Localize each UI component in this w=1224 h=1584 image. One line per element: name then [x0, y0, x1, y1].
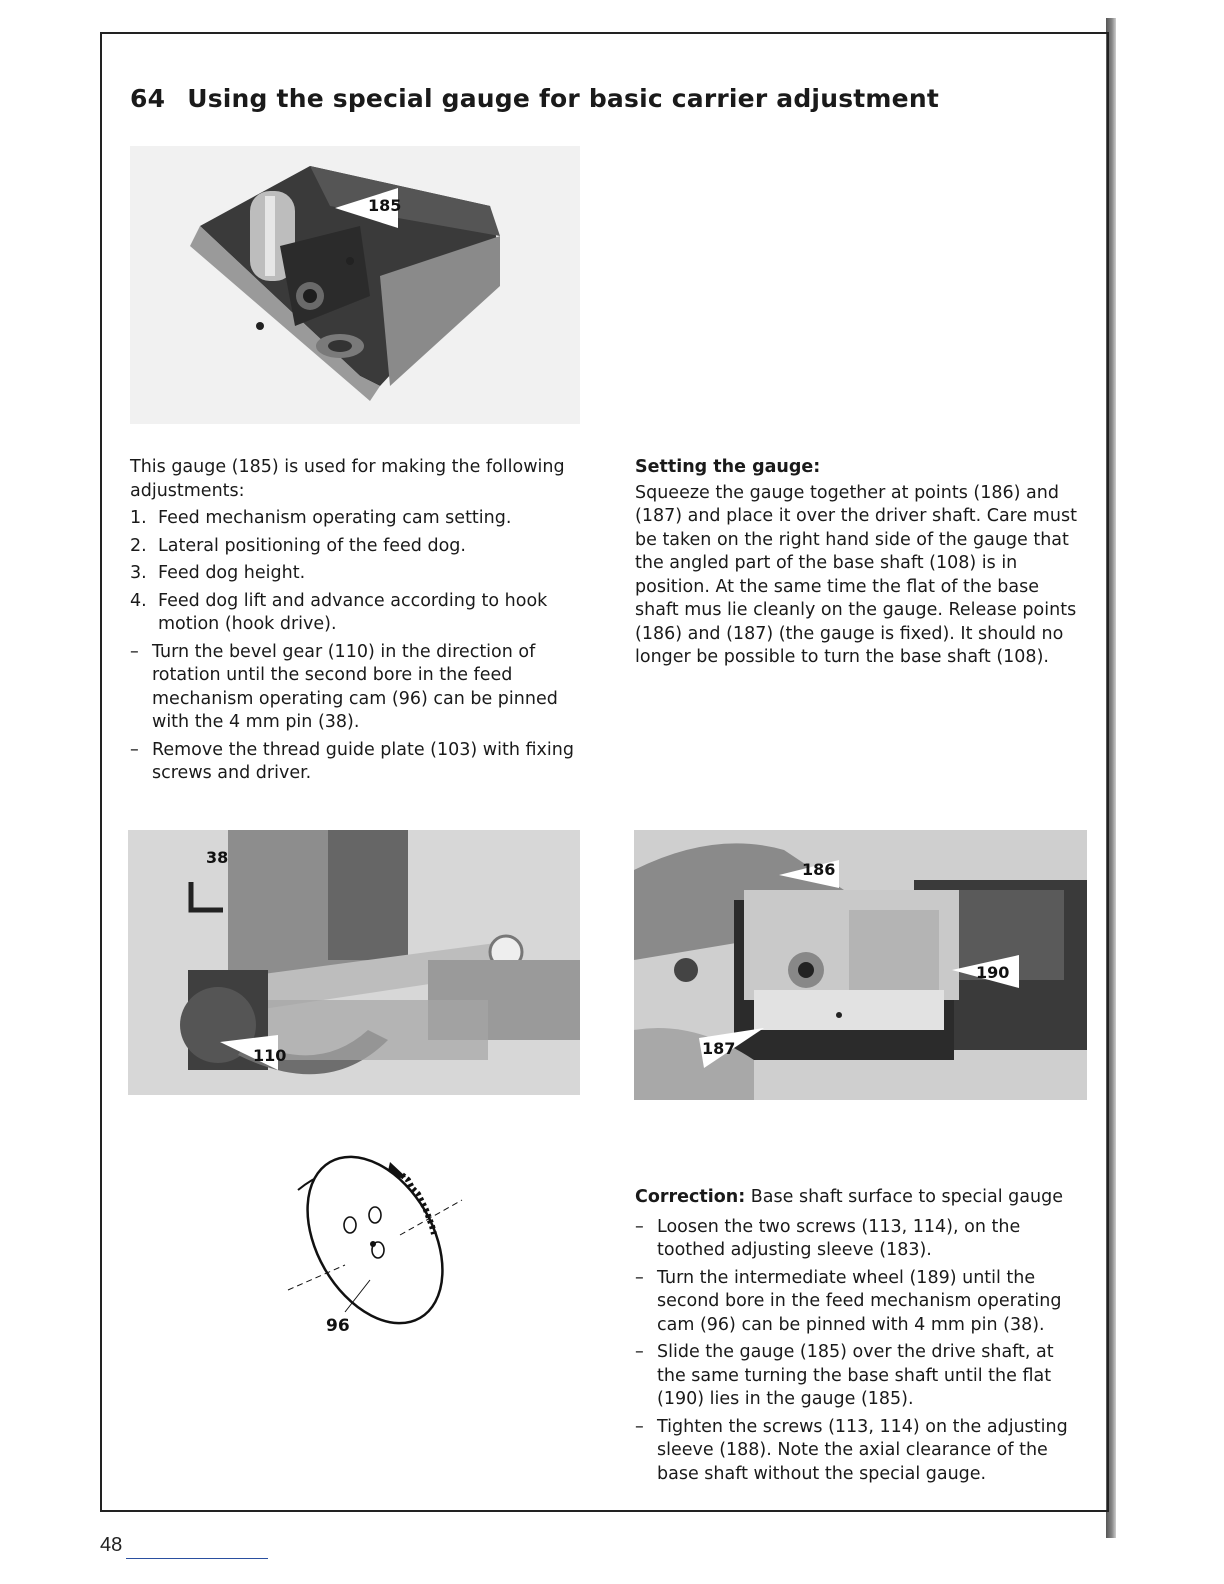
list-item: – Loosen the two screws (113, 114), on the toothed adjusting sleeve (183). [635, 1216, 1021, 1260]
callout-187: 187 [702, 1039, 736, 1058]
correction-list [635, 1216, 1085, 1487]
list-item: 2. Lateral positioning of the feed dog. [130, 535, 466, 556]
intro-text: This gauge (185) is used for making the following adjustments: [130, 457, 565, 501]
procedure-list [130, 641, 580, 786]
callout-38: 38 [206, 848, 229, 867]
list-item: 1. Feed mechanism operating cam setting. [130, 508, 512, 528]
footer-rule [126, 1558, 268, 1559]
list-item: – Remove the thread guide plate (103) with fixing screws and driver. [130, 739, 574, 783]
section-title: Using the special gauge for basic carrier adjustment [187, 84, 939, 113]
setting-body: Squeeze the gauge together at points (186) and (187) and place it over the driver shaft. Care must be taken on the right hand side of the gauge that the angled part of the base shaft (108) is in position. At the same time the flat of the base shaft mus lie cleanly on the gauge. Release points (186) and (187) (the gauge is fixed). It should no longer be possible to turn the base shaft (108). [635, 482, 1077, 667]
list-item: – Turn the intermediate wheel (189) until the second bore in the feed mechanism operating cam (96) can be pinned with 4 mm pin (38). [635, 1267, 1062, 1335]
correction-label: Correction: [635, 1187, 746, 1207]
page-title [130, 84, 939, 113]
list-item: 3. Feed dog height. [130, 563, 306, 583]
correction-intro [635, 1186, 1085, 1210]
list-item: – Tighten the screws (113, 114) on the adjusting sleeve (188). Note the axial clearance of the base shaft without the special gauge. [635, 1416, 1068, 1484]
list-item: – Turn the bevel gear (110) in the direction of rotation until the second bore in the feed mechanism operating cam (96) can be pinned with the 4 mm pin (38). [130, 641, 558, 732]
callout-110: 110 [253, 1046, 287, 1065]
gauge-photo [130, 146, 580, 424]
list-item: – Slide the gauge (185) over the drive shaft, at the same turning the base shaft until the flat (190) lies in the gauge (185). [635, 1342, 1054, 1409]
callout-186: 186 [802, 860, 836, 879]
right-column [635, 456, 1085, 670]
callout-96: 96 [326, 1316, 350, 1336]
setting-heading: Setting the gauge: [635, 457, 821, 477]
mechanism-photo [128, 830, 580, 1095]
page-number: 48 [100, 1534, 123, 1556]
correction-text: Base shaft surface to special gauge [750, 1187, 1063, 1207]
left-column [130, 456, 580, 790]
cam-diagram [250, 1140, 490, 1350]
callout-185: 185 [368, 196, 402, 215]
adjustment-list [130, 507, 580, 637]
section-number: 64 [130, 84, 166, 113]
gauge-mounted-photo [634, 830, 1087, 1100]
correction-section [635, 1186, 1085, 1490]
callout-190: 190 [976, 963, 1010, 982]
list-item: 4. Feed dog lift and advance according to hook motion (hook drive). [130, 590, 548, 634]
